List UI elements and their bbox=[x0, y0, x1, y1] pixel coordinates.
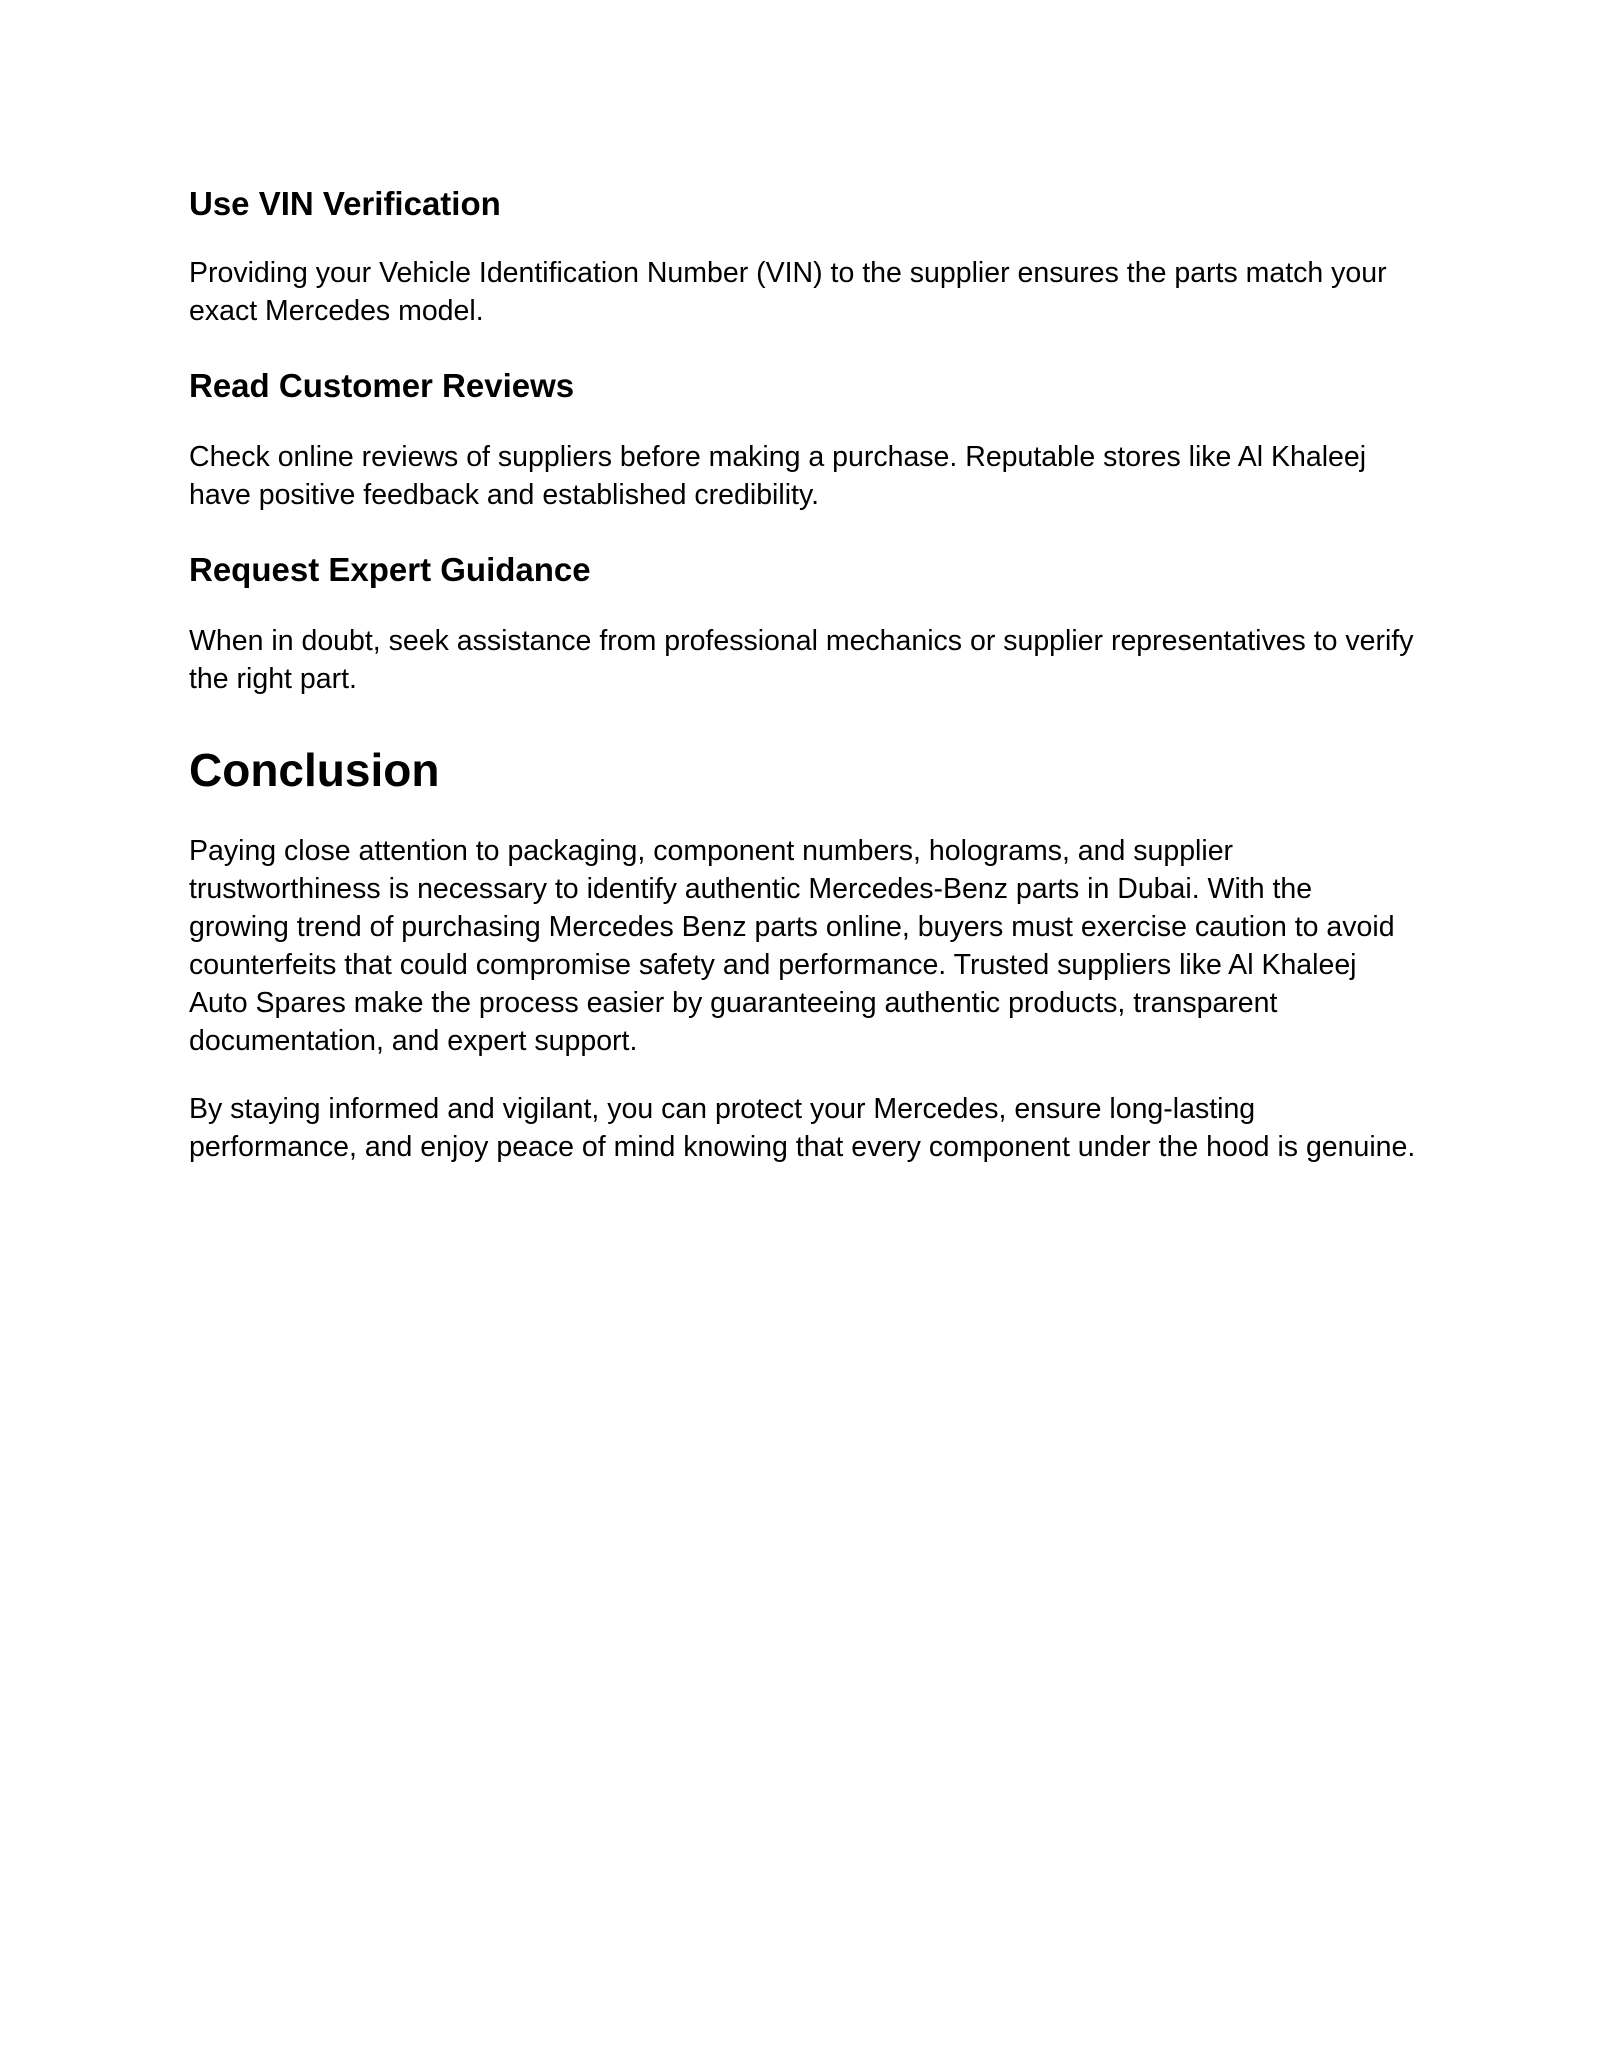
conclusion-heading: Conclusion bbox=[189, 744, 440, 796]
conclusion-paragraph-2: By staying informed and vigilant, you can protect your Mercedes, ensure long-lasting performance, and enjoy peace of mind knowing that every component under the hood is genuine. bbox=[189, 1093, 1416, 1163]
section-heading-expert-guidance: Request Expert Guidance bbox=[189, 551, 591, 588]
document-content bbox=[189, 184, 1419, 1166]
section-text-vin-verification: Providing your Vehicle Identification Number (VIN) to the supplier ensures the parts match your exact Mercedes model. bbox=[189, 257, 1387, 327]
section-text-customer-reviews: Check online reviews of suppliers before making a purchase. Reputable stores like Al Khaleej have positive feedback and established credibility. bbox=[189, 441, 1367, 511]
section-heading-customer-reviews: Read Customer Reviews bbox=[189, 367, 575, 404]
conclusion-paragraph-1: Paying close attention to packaging, component numbers, holograms, and supplier trustworthiness is necessary to identify authentic Mercedes-Benz parts in Dubai. With the growing trend of purchasing Mercedes Benz parts online, buyers must exercise caution to avoid counterfeits that could compromise safety and performance. Trusted suppliers like Al Khaleej Auto Spares make the process easier by guaranteeing authentic products, transparent documentation, and expert support. bbox=[189, 835, 1395, 1057]
section-text-expert-guidance: When in doubt, seek assistance from professional mechanics or supplier representatives to verify the right part. bbox=[189, 625, 1414, 695]
section-heading-vin-verification: Use VIN Verification bbox=[189, 185, 501, 222]
